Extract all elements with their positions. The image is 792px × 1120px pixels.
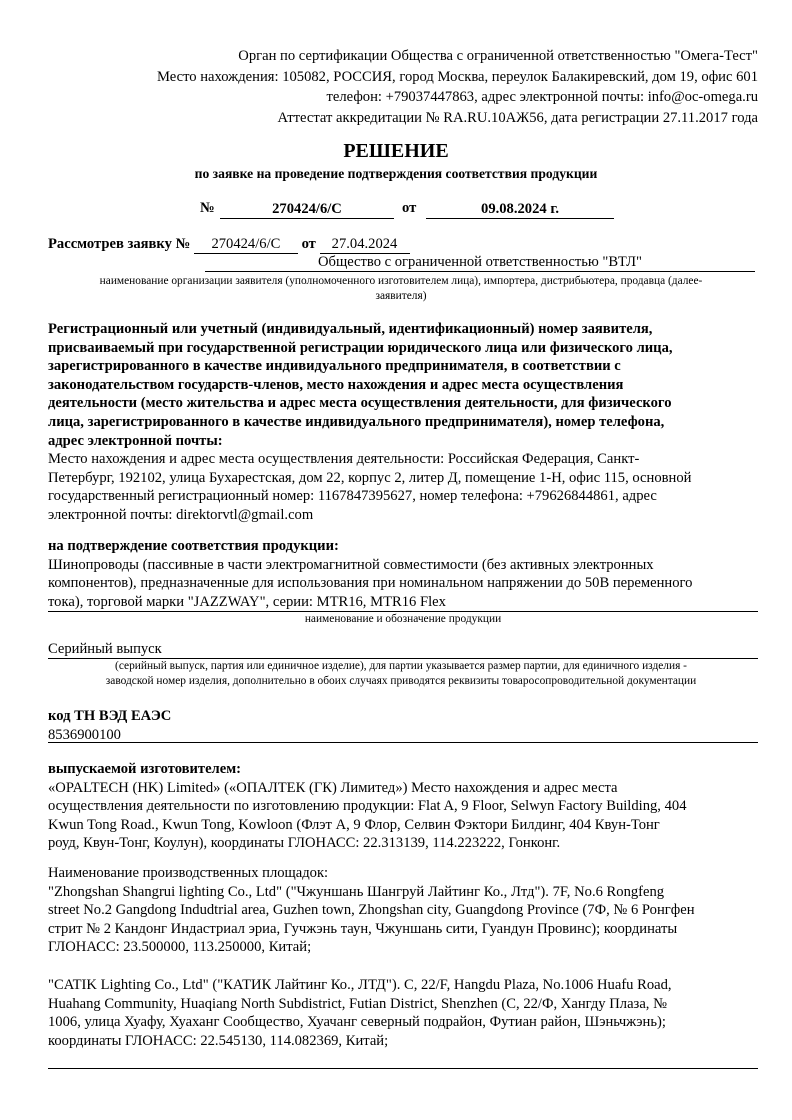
release-caption-line-2: заводской номер изделия, дополнительно в обоих случаях приводятся реквизиты товаросопроводительной документации [105,675,697,687]
applicant-caption [40,274,762,304]
applicant-name: Общество с ограниченной ответственностью "ВТЛ" [205,253,755,272]
release-caption-line-1: (серийный выпуск, партия или единичное изделие), для партии указывается размер партии, для единичного изделия - [115,660,687,672]
header-line-1: Орган по сертификации Общества с ограниченной ответственностью "Омега-Тест" [238,48,758,64]
registration-heading-line: законодательством государств-членов, место нахождения и адрес места осуществления [48,376,624,393]
registration-heading-line: присваиваемый при государственной регистрации юридического лица или физического лица, [48,339,673,356]
release-caption [40,659,762,689]
product-text-line: тока), торговой марки "JAZZWAY", серии: MTR16, MTR16 Flex [48,593,446,610]
site-1-line: street No.2 Gangdong Indudtrial area, Guzhen town, Zhongshan city, Guangdong Province (7Ф, № 6 Ронгфен [48,902,695,919]
release-value [48,640,760,659]
registration-heading-line: зарегистрированного в качестве индивидуального предпринимателя, в соответствии с [48,358,621,375]
header-line-2: Место нахождения: 105082, РОССИЯ, город Москва, переулок Балакиревский, дом 19, офис 601 [156,68,758,85]
site-spacer [48,957,760,976]
applicant-caption-line-2: заявителя) [375,290,427,302]
registration-heading-line: адрес электронной почты: [48,432,223,449]
manufacturer-heading: выпускаемой изготовителем: [48,761,242,777]
decision-number-label: № [200,200,215,216]
site-1-line: "Zhongshan Shangrui lighting Co., Ltd" ("Чжуншань Шангруй Лайтинг Ко., Лтд"). 7F, No.6 Rongfeng [48,883,665,900]
tnved-underline [48,742,758,743]
tnved-heading: код ТН ВЭД ЕАЭС [48,708,172,724]
production-site-2 [48,976,760,1050]
product-section [48,537,760,611]
product-text-line: Шинопроводы (пассивные в части электромагнитной совместимости (без активных электронных [48,556,654,573]
tnved-value: 8536900100 [48,726,121,743]
site-1-line: стрит № 2 Кандонг Индастриал эриа, Гучжэнь таун, Чжуншань сити, Гуандун Провинс); координаты [48,920,678,937]
registration-text-line: Петербург, 192102, улица Бухарестская, дом 22, корпус 2, литер Д, помещение 1-Н, офис 115, основной [48,469,692,486]
decision-date: 09.08.2024 г. [426,200,614,219]
application-label: Рассмотрев заявку № [48,236,191,252]
manufacturer-text-line: «OPALTECH (HK) Limited» («ОПАЛТЕК (ГК) Лимитед») Место нахождения и адрес места [48,779,618,796]
product-caption: наименование и обозначение продукции [304,613,502,625]
product-text-line: компонентов), предназначенные для использования при номинальном напряжении до 50В переменного [48,575,693,592]
registration-text-line: Место нахождения и адрес места осуществления деятельности: Российская Федерация, Санкт- [48,451,640,468]
registration-heading-line: лица, зарегистрированного в качестве индивидуального предпринимателя), номер телефона, [48,413,665,430]
registration-text [48,450,760,524]
site-2-line: 1006, улица Хуафу, Хуаханг Сообщество, Хуачанг северный подрайон, Футиан район, Шэньчжэнь); [48,1014,666,1031]
registration-heading-line: Регистрационный или учетный (индивидуальный, идентификационный) номер заявителя, [48,321,653,337]
site-2-line: "CATIK Lighting Co., Ltd" ("КАТИК Лайтинг Ко., ЛТД"). C, 22/F, Hangdu Plaza, No.1006 Huafu Road, [48,976,672,993]
application-date: 27.04.2024 [320,236,410,254]
registration-heading [48,320,760,450]
manufacturer-text-line: осуществления деятельности по изготовлению продукции: Flat A, 9 Floor, Selwyn Factory Building, 404 [48,798,687,815]
product-heading: на подтверждение соответствия продукции: [48,538,339,554]
manufacturer-text-line: роуд, Квун-Тонг, Коулун), координаты ГЛОНАСС: 22.313139, 114.223222, Гонконг. [48,835,561,852]
sites-heading: Наименование производственных площадок: [48,865,329,881]
decision-number: 270424/6/С [220,200,394,219]
production-site-1 [48,883,760,957]
tnved-section [48,707,760,744]
site-1-line: ГЛОНАСС: 23.500000, 113.250000, Китай; [48,939,312,956]
document-subtitle: по заявке на проведение подтверждения соответствия продукции [194,166,598,181]
header-line-3: телефон: +79037447863, адрес электронной почты: info@oc-omega.ru [326,89,758,105]
registration-heading-line: деятельности (место жительства и адрес места осуществления деятельности, для физического [48,395,672,412]
application-number: 270424/6/С [194,236,298,254]
application-reference [48,236,410,254]
release-text: Серийный выпуск [48,641,162,657]
bottom-rule [48,1068,758,1069]
application-date-label: от [301,236,316,252]
document-title: РЕШЕНИЕ [343,140,449,162]
registration-text-line: государственный регистрационный номер: 1167847395627, номер телефона: +79626844861, адрес [48,488,657,505]
certification-body-header [157,46,758,128]
site-2-line: координаты ГЛОНАСС: 22.545130, 114.082369, Китай; [48,1032,389,1049]
manufacturer-section [48,760,760,853]
registration-text-line: электронной почты: direktorvtl@gmail.com [48,506,314,523]
manufacturer-text-line: Kwun Tong Road., Kwun Tong, Kowloon (Флэт А, 9 Флор, Селвин Фэктори Билдинг, 404 Квун-Тонг [48,816,660,833]
registration-section [48,320,760,525]
decision-date-label: от [402,200,417,216]
header-line-4: Аттестат аккредитации № RA.RU.10АЖ56, дата регистрации 27.11.2017 года [277,109,758,126]
site-2-line: Huahang Community, Huaqiang North Subdistrict, Futian District, Shenzhen (C, 22/Ф, Хангду Плаза, № [48,995,668,1012]
applicant-caption-line-1: наименование организации заявителя (уполномоченного изготовителем лица), импортера, дистрибьютера, продавца (далее- [99,275,703,287]
sites-section [48,864,760,1050]
